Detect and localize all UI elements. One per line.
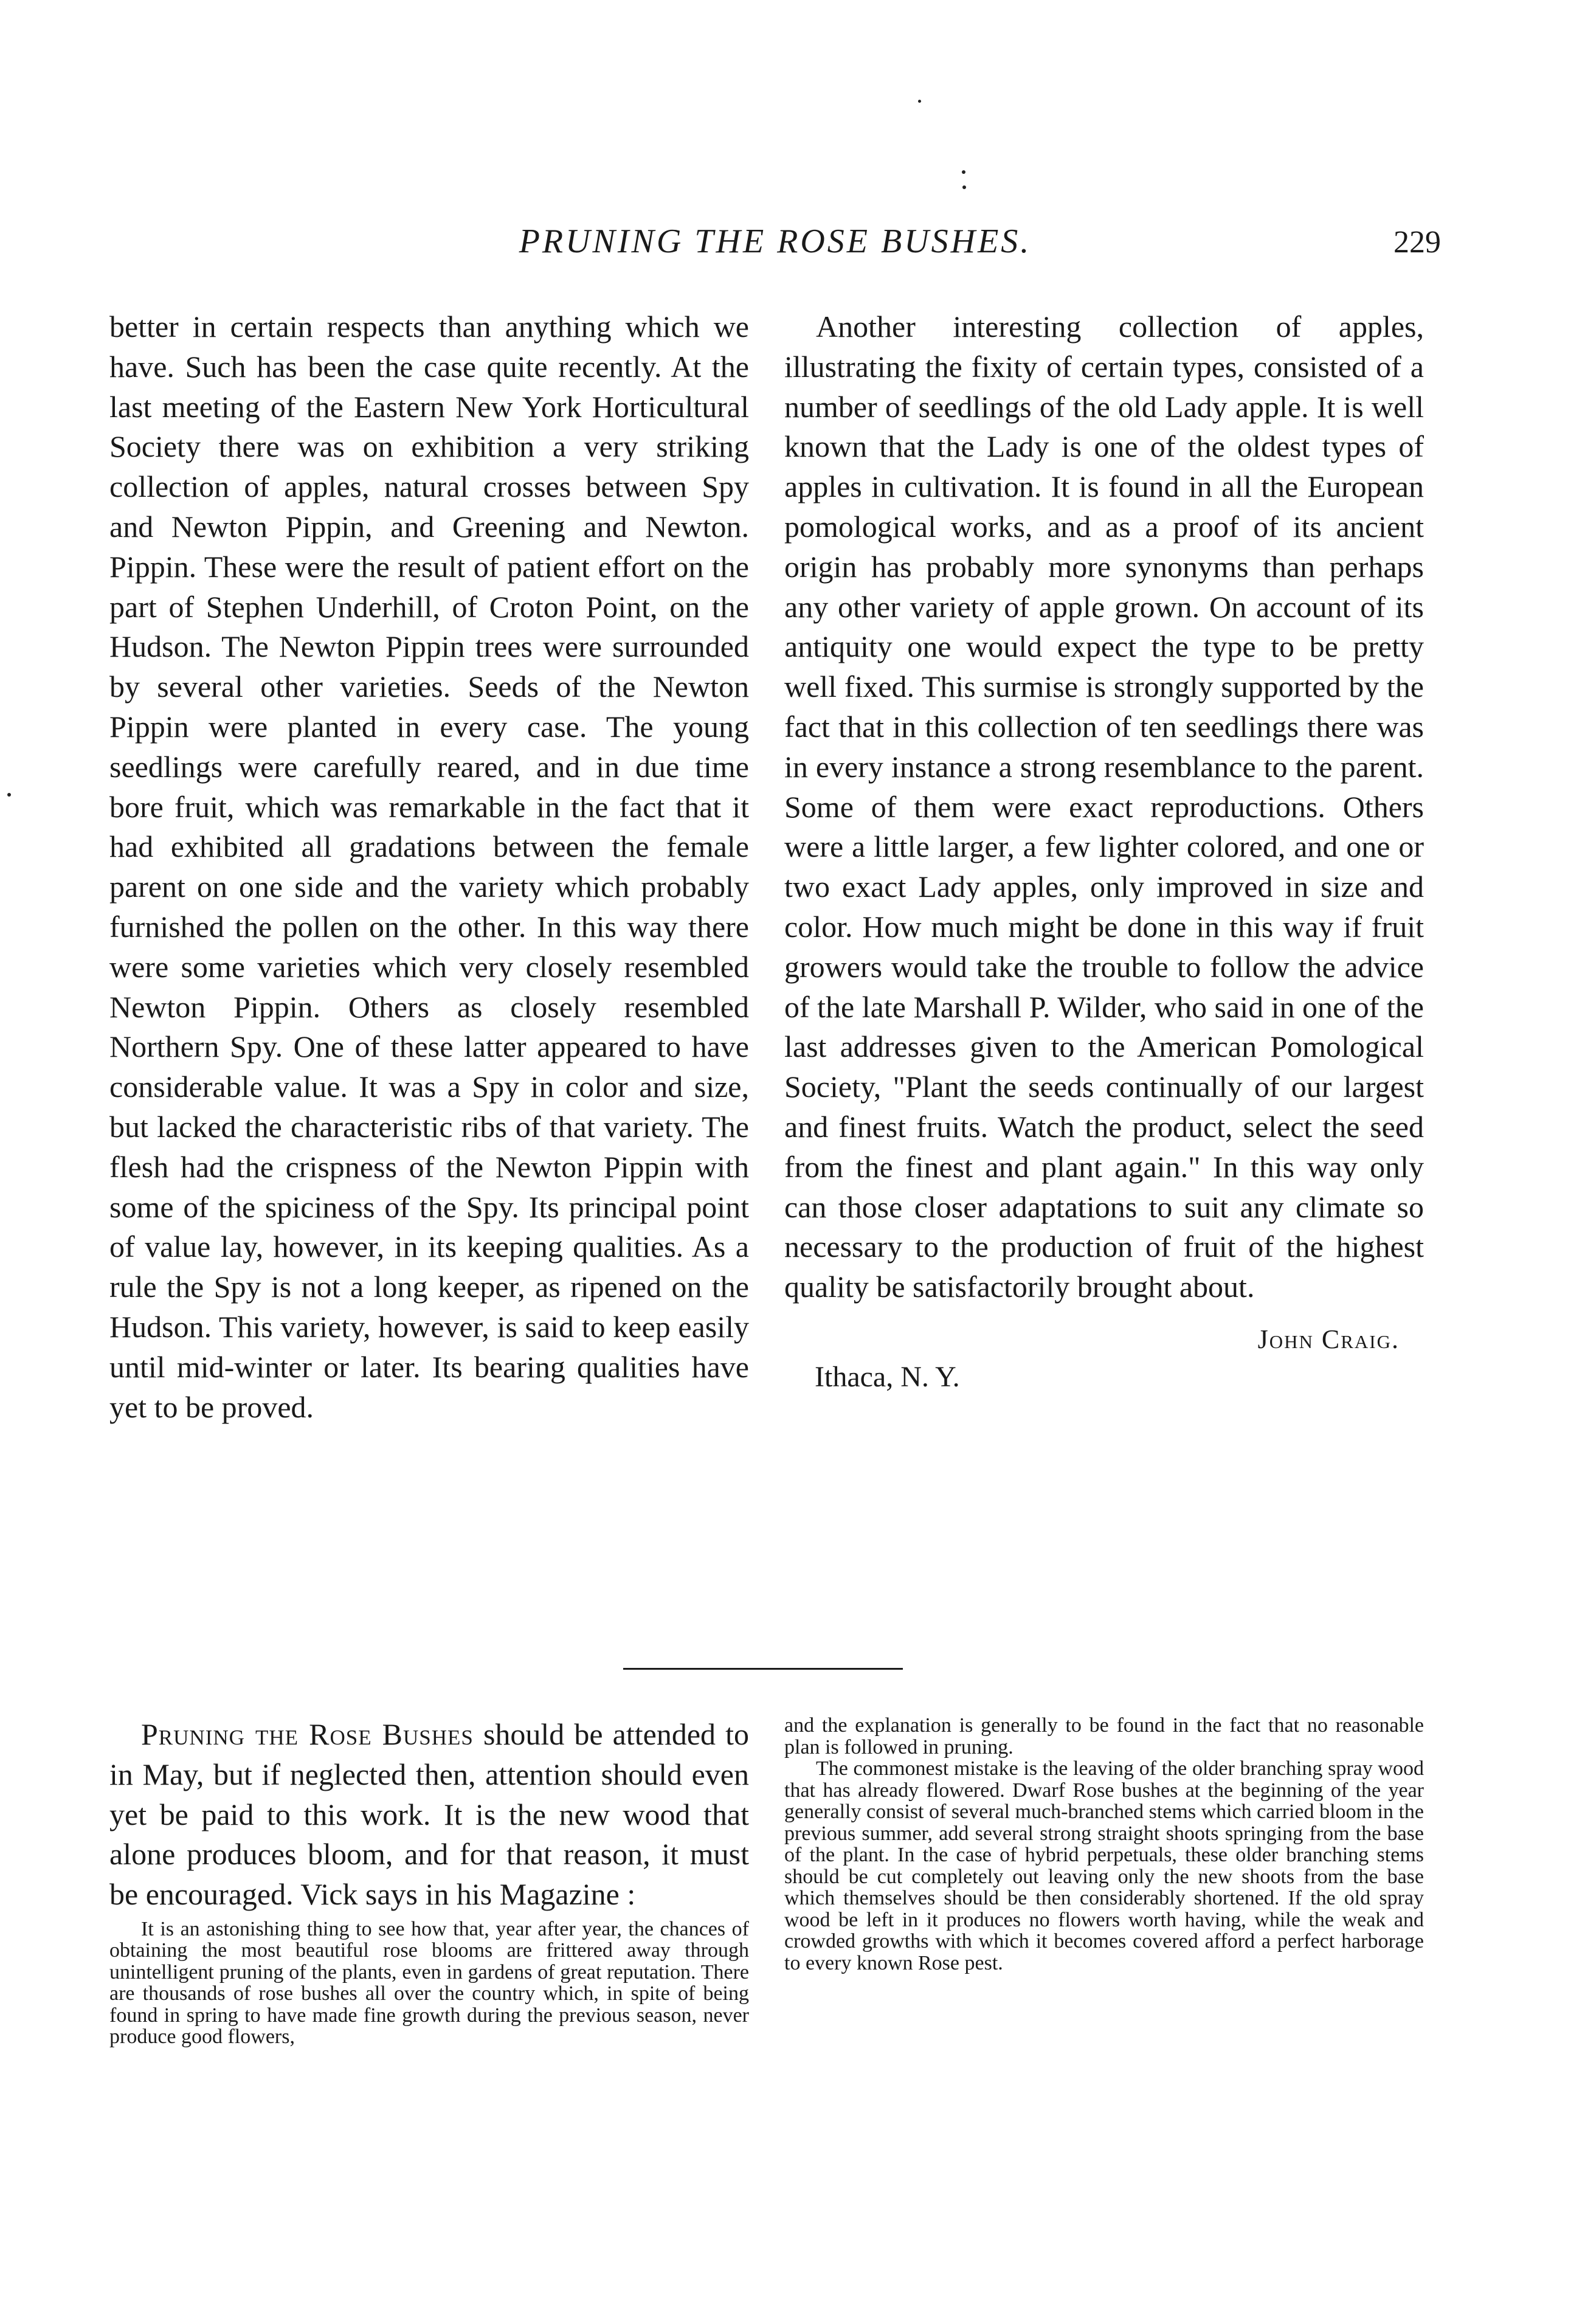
running-header	[109, 222, 1441, 277]
print-speck	[918, 100, 921, 103]
section-heading: Pruning the Rose Bushes	[141, 1717, 474, 1751]
section-divider	[623, 1668, 903, 1670]
rose-article-right-column	[784, 1715, 1424, 1974]
page-number: 229	[1393, 225, 1441, 260]
signature-block	[784, 1307, 1424, 1399]
quoted-paragraph: It is an astonishing thing to see how that, year after year, the chances of obtaining the most beautiful rose blooms are frittered away through unintelligent pruning of the plants, even in gardens of great reputation. There are thousands of rose bushes all over the country which, in spite of being found in spring to have made fine growth during the previous season, never produce good flowers,	[109, 1917, 749, 2049]
article-left-column	[109, 307, 749, 1427]
author-signature: John Craig.	[1257, 1324, 1400, 1354]
rose-article-left-column	[109, 1715, 749, 2048]
print-speck	[962, 185, 966, 189]
article-right-column	[784, 307, 1424, 1399]
print-speck	[7, 793, 11, 797]
quoted-paragraph: and the explanation is generally to be found in the fact that no reasonable plan is followed in pruning.	[784, 1714, 1424, 1759]
print-speck	[962, 170, 965, 174]
running-title: PRUNING THE ROSE BUSHES.	[519, 223, 1032, 260]
quoted-paragraph: The commonest mistake is the leaving of the older branching spray wood that has already flowered. Dwarf Rose bushes at the beginning of the year generally consist of several much-branched stems which carried bloom in the previous summer, add several strong straight shoots springing from the base of the plant. In the case of hybrid perpetuals, these older branching stems should be cut completely out leaving only the new shoots from the base which themselves should be then considerably shortened. If the old spray wood be left in it produces no flowers worth having, while the weak and crowded growths with which it becomes covered afford a perfect harborage to every known Rose pest.	[784, 1757, 1424, 1974]
rose-intro-paragraph	[109, 1715, 749, 1915]
article-paragraph: better in certain respects than anything which we have. Such has been the case quite recently. At the last meeting of the Eastern New York Horticultural Society there was on exhibition a very striking collection of apples, natural crosses between Spy and Newton Pippin, and Greening and Newton. Pippin. These were the result of patient effort on the part of Stephen Underhill, of Croton Point, on the Hudson. The Newton Pippin trees were surrounded by several other varieties. Seeds of the Newton Pippin were planted in every case. The young seedlings were carefully reared, and in due time bore fruit, which was remarkable in the fact that it had exhibited all gradations between the female parent on one side and the variety which probably furnished the pollen on the other. In this way there were some varieties which very closely resembled Newton Pippin. Others as closely resembled Northern Spy. One of these latter appeared to have considerable value. It was a Spy in color and size, but lacked the characteristic ribs of that variety. The flesh had the crispness of the Newton Pippin with some of the spiciness of the Spy. Its principal point of value lay, however, in its keeping qualities. As a rule the Spy is not a long keeper, as ripened on the Hudson. This variety, however, is said to keep easily until mid-winter or later. Its bearing qualities have yet to be proved.	[109, 310, 749, 1424]
dateline-place: Ithaca, N. Y.	[815, 1360, 960, 1393]
article-paragraph: Another interesting collection of apples, illustrating the fixity of certain types, consisted of a number of seedlings of the old Lady apple. It is well known that the Lady is one of the oldest types of apples in cultivation. It is found in all the European pomological works, and as a proof of its ancient origin has probably more synonyms than perhaps any other variety of apple grown. On account of its antiquity one would expect the type to be pretty well fixed. This surmise is strongly supported by the fact that in this collection of ten seedlings there was in every instance a strong resemblance to the parent. Some of them were exact reproductions. Others were a little larger, a few lighter colored, and one or two exact Lady apples, only improved in size and color. How much might be done in this way if fruit growers would take the trouble to follow the advice of the late Marshall P. Wilder, who said in one of the last addresses given to the American Pomological Society, "Plant the seeds continually of our largest and finest fruits. Watch the product, select the seed from the finest and plant again." In this way only can those closer adaptations to suit any climate so necessary to the production of fruit of the highest quality be satisfactorily brought about.	[784, 310, 1424, 1304]
intro-text: should be attended to in May, but if neglected then, attention should even yet be paid to this work. It is the new wood that alone produces bloom, and for that reason, it must be encouraged. Vick says in his Magazine :	[109, 1717, 749, 1912]
